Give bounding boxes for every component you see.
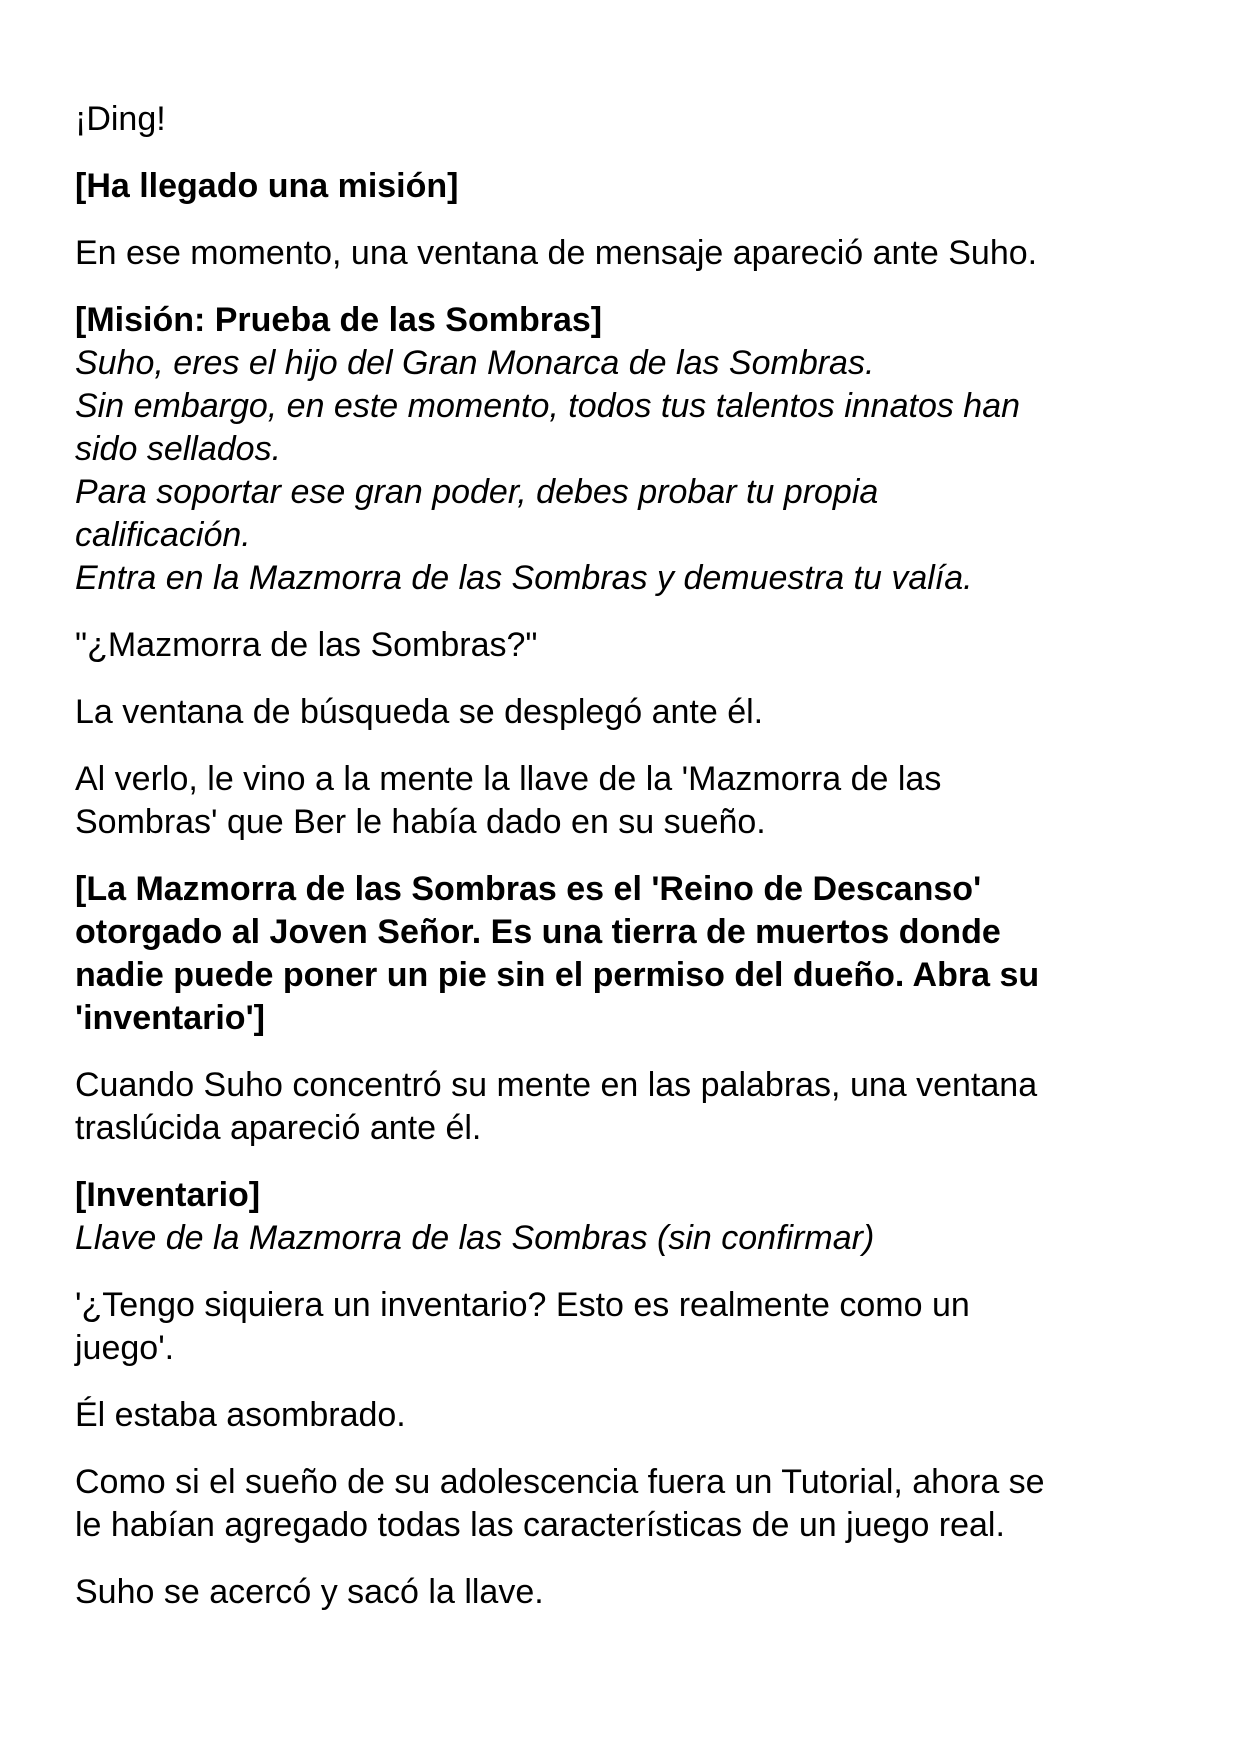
quest-text-line: sido sellados. (75, 430, 282, 468)
quest-text-line: Sin embargo, en este momento, todos tus talentos innatos han (75, 387, 1021, 425)
system-message-line: nadie puede poner un pie sin el permiso del dueño. Abra su (75, 956, 1040, 994)
system-message-line: [Ha llegado una misión] (75, 167, 459, 205)
system-message-line: [Misión: Prueba de las Sombras] (75, 301, 603, 339)
narrative-line: En ese momento, una ventana de mensaje apareció ante Suho. (75, 234, 1038, 272)
narrative-line: Cuando Suho concentró su mente en las palabras, una ventana (75, 1066, 1038, 1104)
narrative-line: le habían agregado todas las características de un juego real. (75, 1506, 1005, 1544)
narrative-line: Al verlo, le vino a la mente la llave de la 'Mazmorra de las (75, 760, 942, 798)
narrative-line: Sombras' que Ber le había dado en su sueño. (75, 803, 766, 841)
system-message-line: otorgado al Joven Señor. Es una tierra de muertos donde (75, 913, 1001, 951)
system-message-line: [Inventario] (75, 1176, 261, 1214)
quest-text-line: Entra en la Mazmorra de las Sombras y demuestra tu valía. (75, 559, 973, 597)
system-message-line: [La Mazmorra de las Sombras es el 'Reino de Descanso' (75, 870, 982, 908)
system-message-line: 'inventario'] (75, 999, 265, 1037)
narrative-line: traslúcida apareció ante él. (75, 1109, 482, 1147)
narrative-line: ¡Ding! (75, 100, 166, 138)
narrative-line: '¿Tengo siquiera un inventario? Esto es realmente como un (75, 1286, 970, 1324)
document-body (75, 98, 1181, 1614)
narrative-line: Él estaba asombrado. (75, 1396, 406, 1434)
narrative-line: Como si el sueño de su adolescencia fuera un Tutorial, ahora se (75, 1463, 1045, 1501)
quest-text-line: calificación. (75, 516, 251, 554)
narrative-line: La ventana de búsqueda se desplegó ante él. (75, 693, 764, 731)
narrative-line: Suho se acercó y sacó la llave. (75, 1573, 544, 1611)
quest-text-line: Para soportar ese gran poder, debes probar tu propia (75, 473, 879, 511)
quest-text-line: Suho, eres el hijo del Gran Monarca de las Sombras. (75, 344, 875, 382)
narrative-line: "¿Mazmorra de las Sombras?" (75, 626, 538, 664)
narrative-line: juego'. (75, 1329, 175, 1367)
quest-text-line: Llave de la Mazmorra de las Sombras (sin confirmar) (75, 1219, 875, 1257)
